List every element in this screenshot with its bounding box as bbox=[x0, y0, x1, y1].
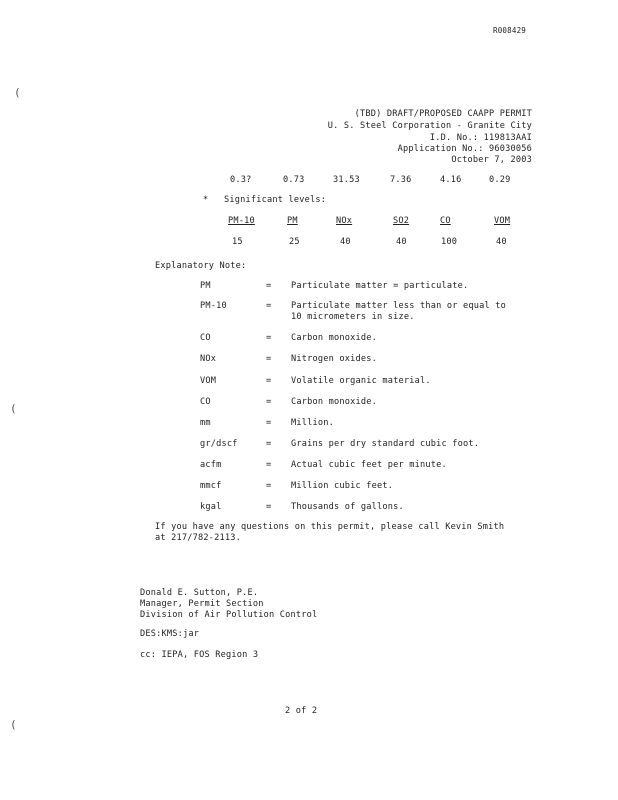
note-separator: = bbox=[266, 301, 272, 311]
note-symbol: VOM bbox=[200, 376, 217, 386]
note-item-continued bbox=[0, 312, 618, 324]
hole-punch-mark: ( bbox=[10, 402, 17, 415]
note-symbol: CO bbox=[200, 397, 211, 407]
note-item bbox=[0, 397, 618, 409]
note-symbol: CO bbox=[200, 333, 211, 343]
contact-line: If you have any questions on this permit, please call Kevin Smith bbox=[155, 522, 505, 532]
note-symbol: PM bbox=[200, 281, 211, 291]
significant-level-value: 40 bbox=[496, 237, 507, 247]
note-definition: Particulate matter less than or equal to bbox=[291, 301, 506, 311]
note-separator: = bbox=[266, 502, 272, 512]
note-item bbox=[0, 418, 618, 430]
note-item bbox=[0, 502, 618, 514]
note-item bbox=[0, 439, 618, 451]
note-definition: Particulate matter = particulate. bbox=[291, 281, 469, 291]
carbon-copy-line: cc: IEPA, FOS Region 3 bbox=[140, 650, 259, 660]
note-item bbox=[0, 354, 618, 366]
signer-title: Manager, Permit Section bbox=[140, 599, 264, 609]
header-line: Application No.: 96030056 bbox=[397, 144, 532, 154]
emission-value: 31.53 bbox=[333, 175, 360, 185]
note-item bbox=[0, 333, 618, 345]
note-definition: Grains per dry standard cubic foot. bbox=[291, 439, 480, 449]
pollutant-header: SO2 bbox=[393, 216, 410, 226]
emission-value: 0.73 bbox=[283, 175, 305, 185]
page-id: R008429 bbox=[493, 26, 527, 35]
emission-value: 7.36 bbox=[390, 175, 412, 185]
hole-punch-mark: ( bbox=[10, 718, 17, 731]
note-separator: = bbox=[266, 481, 272, 491]
note-separator: = bbox=[266, 333, 272, 343]
note-definition: Actual cubic feet per minute. bbox=[291, 460, 447, 470]
pollutant-header: VOM bbox=[494, 216, 511, 226]
emission-value: 0.29 bbox=[489, 175, 511, 185]
note-definition: Carbon monoxide. bbox=[291, 397, 377, 407]
note-symbol: gr/dscf bbox=[200, 439, 238, 449]
note-separator: = bbox=[266, 439, 272, 449]
significant-level-value: 100 bbox=[441, 237, 458, 247]
section-title: Explanatory Note: bbox=[155, 261, 247, 271]
contact-line: at 217/782-2113. bbox=[155, 533, 241, 543]
note-separator: = bbox=[266, 397, 272, 407]
pollutant-header: NOx bbox=[336, 216, 353, 226]
note-symbol: mmcf bbox=[200, 481, 222, 491]
note-symbol: NOx bbox=[200, 354, 217, 364]
note-separator: = bbox=[266, 281, 272, 291]
note-symbol: acfm bbox=[200, 460, 222, 470]
header-line: October 7, 2003 bbox=[451, 155, 532, 165]
note-separator: = bbox=[266, 354, 272, 364]
significant-level-value: 40 bbox=[396, 237, 407, 247]
note-definition: Thousands of gallons. bbox=[291, 502, 404, 512]
reference-initials: DES:KMS:jar bbox=[140, 629, 200, 639]
significant-level-value: 40 bbox=[340, 237, 351, 247]
section-title: Significant levels: bbox=[224, 195, 327, 205]
note-definition: Nitrogen oxides. bbox=[291, 354, 377, 364]
note-item bbox=[0, 481, 618, 493]
note-symbol: PM-10 bbox=[200, 301, 227, 311]
note-separator: = bbox=[266, 460, 272, 470]
header-line: I.D. No.: 119813AAI bbox=[429, 133, 532, 143]
note-item bbox=[0, 281, 618, 293]
note-definition: Volatile organic material. bbox=[291, 376, 431, 386]
emission-value: 0.3? bbox=[230, 175, 252, 185]
header-line: U. S. Steel Corporation - Granite City bbox=[327, 121, 532, 131]
note-definition: Carbon monoxide. bbox=[291, 333, 377, 343]
header-line: (TBD) DRAFT/PROPOSED CAAPP PERMIT bbox=[354, 109, 532, 119]
significant-level-value: 25 bbox=[289, 237, 300, 247]
note-definition: 10 micrometers in size. bbox=[291, 312, 415, 322]
note-definition: Million cubic feet. bbox=[291, 481, 394, 491]
pollutant-header: PM bbox=[287, 216, 298, 226]
signer-name: Donald E. Sutton, P.E. bbox=[140, 588, 259, 598]
note-separator: = bbox=[266, 418, 272, 428]
note-symbol: kgal bbox=[200, 502, 222, 512]
bullet: * bbox=[203, 195, 209, 205]
pollutant-header: CO bbox=[440, 216, 451, 226]
note-separator: = bbox=[266, 376, 272, 386]
emission-value: 4.16 bbox=[440, 175, 462, 185]
hole-punch-mark: ( bbox=[14, 86, 21, 99]
note-symbol: mm bbox=[200, 418, 211, 428]
note-item bbox=[0, 460, 618, 472]
page-number: 2 of 2 bbox=[285, 706, 318, 716]
note-definition: Million. bbox=[291, 418, 334, 428]
note-item bbox=[0, 376, 618, 388]
significant-level-value: 15 bbox=[232, 237, 243, 247]
signer-division: Division of Air Pollution Control bbox=[140, 610, 318, 620]
pollutant-header: PM-10 bbox=[228, 216, 255, 226]
